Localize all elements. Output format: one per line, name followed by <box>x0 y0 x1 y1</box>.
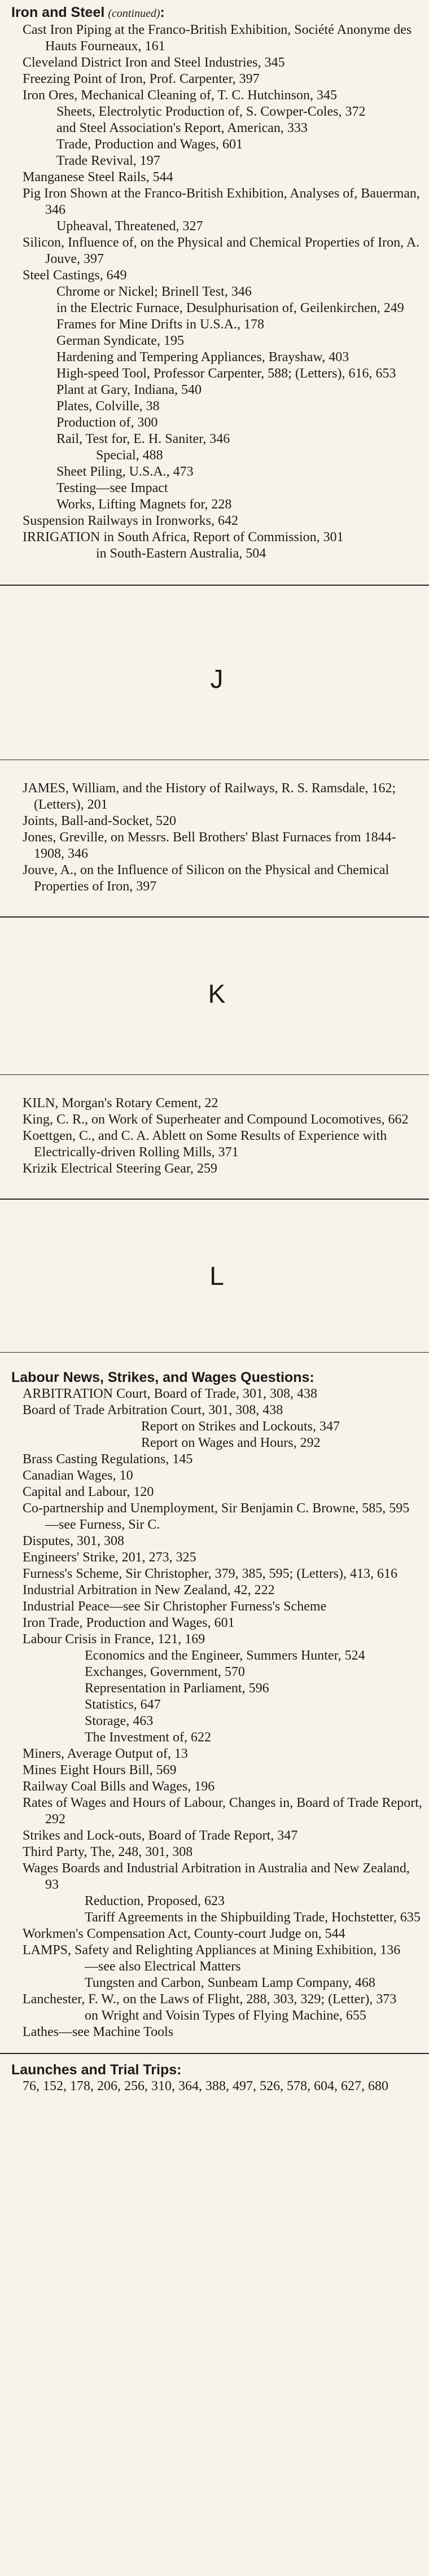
index-entry: Koettgen, C., and C. A. Ablett on Some Results of Experience with Electrically-driven Rolling Mills, 371 <box>23 1129 387 1160</box>
section-divider <box>0 1352 429 1353</box>
index-entry: Representation in Parliament, 596 <box>85 1681 269 1696</box>
index-entry: Furness's Scheme, Sir Christopher, 379, 385, 595; (Letters), 413, 616 <box>23 1566 397 1581</box>
index-entry: Jouve, A., on the Influence of Silicon on the Physical and Chemical Properties of Iron, 397 <box>23 863 389 894</box>
section-divider <box>0 585 429 586</box>
index-entry: Trade, Production and Wages, 601 <box>56 137 243 152</box>
index-entry: Special, 488 <box>96 448 163 463</box>
index-entry: Iron Trade, Production and Wages, 601 <box>23 1616 235 1630</box>
index-entry: Lanchester, F. W., on the Laws of Flight, 288, 303, 329; (Letter), 373 <box>23 1992 397 2007</box>
index-entry: Hardening and Tempering Appliances, Brayshaw, 403 <box>56 350 349 365</box>
section-divider <box>0 1199 429 1200</box>
index-entry: Plant at Gary, Indiana, 540 <box>56 383 202 397</box>
index-entry: Report on Strikes and Lockouts, 347 <box>141 1419 340 1434</box>
index-entry: Co-partnership and Unemployment, Sir Benjamin C. Browne, 585, 595—see Furness, Sir C. <box>23 1501 410 1532</box>
index-entry: Rates of Wages and Hours of Labour, Changes in, Board of Trade Report, 292 <box>23 1796 422 1827</box>
index-entry: Rail, Test for, E. H. Saniter, 346 <box>56 432 230 446</box>
section-heading-labour: Labour News, Strikes, and Wages Questions: <box>11 1370 314 1385</box>
index-entry: Sheets, Electrolytic Production of, S. Cowper-Coles, 372 <box>56 104 366 119</box>
index-entry: Testing—see Impact <box>56 481 168 495</box>
index-entry: Cast Iron Piping at the Franco-British Exhibition, Société Anonyme des Hauts Fourneaux, 161 <box>23 23 412 54</box>
index-entry: Krizik Electrical Steering Gear, 259 <box>23 1161 217 1176</box>
index-entry: JAMES, William, and the History of Railways, R. S. Ramsdale, 162; (Letters), 201 <box>23 781 396 812</box>
index-entry: Railway Coal Bills and Wages, 196 <box>23 1779 215 1794</box>
index-entry: Labour Crisis in France, 121, 169 <box>23 1632 205 1647</box>
index-entry: Tariff Agreements in the Shipbuilding Trade, Hochstetter, 635 <box>85 1910 421 1925</box>
index-entry: Cleveland District Iron and Steel Industries, 345 <box>23 55 285 70</box>
index-entry: Industrial Peace—see Sir Christopher Furness's Scheme <box>23 1599 327 1614</box>
section-divider <box>0 2053 429 2054</box>
index-entry: IRRIGATION in South Africa, Report of Commission, 301 <box>23 530 344 545</box>
index-entry: Joints, Ball-and-Socket, 520 <box>23 814 176 828</box>
letter-heading-k: K <box>208 979 226 1008</box>
index-entry: Freezing Point of Iron, Prof. Carpenter, 397 <box>23 72 260 86</box>
letter-heading-l: L <box>209 1261 224 1291</box>
letter-heading-j: J <box>210 664 224 694</box>
index-entry: Economics and the Engineer, Summers Hunter, 524 <box>85 1648 365 1663</box>
index-entry: Exchanges, Government, 570 <box>85 1665 245 1679</box>
index-entry: Reduction, Proposed, 623 <box>85 1894 225 1908</box>
index-entry: and Steel Association's Report, American, 333 <box>56 121 308 135</box>
index-entry: High-speed Tool, Professor Carpenter, 588; (Letters), 616, 653 <box>56 366 396 381</box>
index-entry: Suspension Railways in Ironworks, 642 <box>23 514 238 528</box>
index-entry: Steel Castings, 649 <box>23 268 127 283</box>
index-entry: Brass Casting Regulations, 145 <box>23 1452 193 1467</box>
index-entry: Report on Wages and Hours, 292 <box>141 1436 321 1450</box>
index-entry: Miners, Average Output of, 13 <box>23 1746 188 1761</box>
index-entry: Works, Lifting Magnets for, 228 <box>56 497 232 512</box>
index-entry: Tungsten and Carbon, Sunbeam Lamp Company, 468 <box>85 1976 375 1990</box>
index-entry: Upheaval, Threatened, 327 <box>56 219 203 234</box>
index-entry: Chrome or Nickel; Brinell Test, 346 <box>56 284 252 299</box>
section-heading-iron-steel: Iron and Steel (continued): <box>11 5 165 20</box>
section-divider <box>0 916 429 918</box>
index-entry: Industrial Arbitration in New Zealand, 42, 222 <box>23 1583 275 1598</box>
index-entry: Board of Trade Arbitration Court, 301, 308, 438 <box>23 1403 283 1418</box>
index-entry: ARBITRATION Court, Board of Trade, 301, 308, 438 <box>23 1386 317 1401</box>
heading-text: Iron and Steel <box>11 5 105 20</box>
index-entry: Sheet Piling, U.S.A., 473 <box>56 464 194 479</box>
index-entry: Lathes—see Machine Tools <box>23 2025 174 2039</box>
index-entry: in South-Eastern Australia, 504 <box>96 546 266 561</box>
index-entry: Strikes and Lock-outs, Board of Trade Report, 347 <box>23 1828 298 1843</box>
section-divider <box>0 1074 429 1075</box>
index-entry: Engineers' Strike, 201, 273, 325 <box>23 1550 196 1565</box>
index-entry: Statistics, 647 <box>85 1697 161 1712</box>
index-entry: in the Electric Furnace, Desulphurisation of, Geilenkirchen, 249 <box>56 301 404 315</box>
index-entry: 76, 152, 178, 206, 256, 310, 364, 388, 497, 526, 578, 604, 627, 680 <box>23 2079 388 2094</box>
section-heading-launches: Launches and Trial Trips: <box>11 2062 182 2078</box>
index-entry: Manganese Steel Rails, 544 <box>23 170 173 185</box>
index-entry: Silicon, Influence of, on the Physical and Chemical Properties of Iron, A. Jouve, 397 <box>23 235 420 266</box>
index-entry: King, C. R., on Work of Superheater and Compound Locomotives, 662 <box>23 1112 409 1127</box>
index-entry: German Syndicate, 195 <box>56 333 184 348</box>
index-entry: Capital and Labour, 120 <box>23 1485 154 1499</box>
index-entry: Third Party, The, 248, 301, 308 <box>23 1845 193 1859</box>
index-entry: Frames for Mine Drifts in U.S.A., 178 <box>56 317 264 332</box>
index-entry: on Wright and Voisin Types of Flying Machine, 655 <box>85 2008 366 2023</box>
index-entry: The Investment of, 622 <box>85 1730 211 1745</box>
index-entry: Pig Iron Shown at the Franco-British Exhibition, Analyses of, Bauerman, 346 <box>23 186 420 217</box>
index-entry: Wages Boards and Industrial Arbitration in Australia and New Zealand, 93 <box>23 1861 410 1892</box>
index-entry: —see also Electrical Matters <box>85 1959 241 1974</box>
index-entry: Trade Revival, 197 <box>56 153 160 168</box>
index-entry: Production of, 300 <box>56 415 158 430</box>
index-entry: Canadian Wages, 10 <box>23 1468 133 1483</box>
index-entry: Storage, 463 <box>85 1714 154 1728</box>
index-entry: Mines Eight Hours Bill, 569 <box>23 1763 177 1778</box>
index-entry: Disputes, 301, 308 <box>23 1534 124 1548</box>
index-entry: Iron Ores, Mechanical Cleaning of, T. C. Hutchinson, 345 <box>23 88 337 103</box>
heading-continued: (continued) <box>108 7 160 20</box>
index-entry: KILN, Morgan's Rotary Cement, 22 <box>23 1096 218 1111</box>
index-entry: Workmen's Compensation Act, County-court Judge on, 544 <box>23 1926 345 1941</box>
index-entry: LAMPS, Safety and Relighting Appliances at Mining Exhibition, 136 <box>23 1943 401 1958</box>
index-entry: Jones, Greville, on Messrs. Bell Brothers' Blast Furnaces from 1844-1908, 346 <box>23 830 396 861</box>
index-entry: Plates, Colville, 38 <box>56 399 160 414</box>
